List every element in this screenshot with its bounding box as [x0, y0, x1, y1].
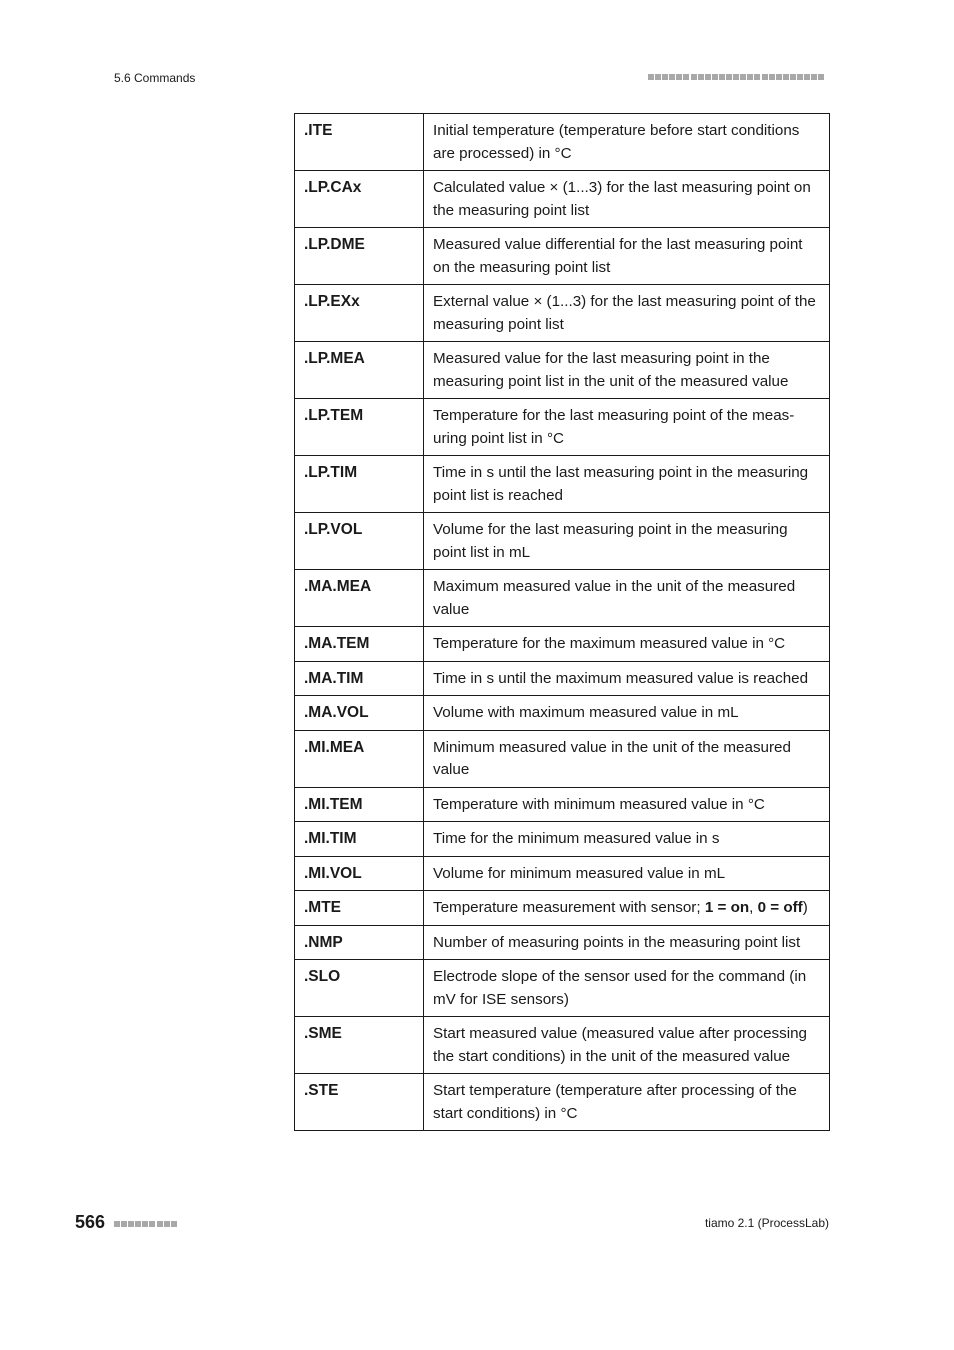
table-row	[295, 114, 830, 171]
decor-square	[698, 74, 704, 80]
table-row	[295, 399, 830, 456]
description-part: 0 = off	[757, 899, 803, 916]
decor-square	[740, 74, 746, 80]
command-description: Minimum measured value in the unit of the measured value	[424, 730, 830, 787]
command-name: .MI.TIM	[295, 822, 424, 857]
decor-square	[726, 74, 732, 80]
command-name: .MTE	[295, 891, 424, 926]
command-name: .SME	[295, 1017, 424, 1074]
decor-square	[655, 74, 661, 80]
command-description: Electrode slope of the sensor used for the command (in mV for ISE sensors)	[424, 960, 830, 1017]
command-name: .LP.TEM	[295, 399, 424, 456]
decor-square	[121, 1221, 127, 1227]
command-description: Volume with maximum measured value in mL	[424, 696, 830, 731]
command-description: Maximum measured value in the unit of the measured value	[424, 570, 830, 627]
decor-square	[676, 74, 682, 80]
decor-square	[114, 1221, 120, 1227]
decor-square	[157, 1221, 163, 1227]
decor-square	[712, 74, 718, 80]
decor-square	[648, 74, 654, 80]
decor-square	[804, 74, 810, 80]
table-row	[295, 891, 830, 926]
table-row	[295, 696, 830, 731]
header-decoration	[648, 72, 824, 83]
decor-square	[747, 74, 753, 80]
description-part: 1 = on	[704, 899, 750, 916]
table-row	[295, 285, 830, 342]
command-name: .LP.MEA	[295, 342, 424, 399]
decor-square	[142, 1221, 148, 1227]
decor-square	[691, 74, 697, 80]
table-row	[295, 171, 830, 228]
decor-square	[790, 74, 796, 80]
decor-square	[683, 74, 689, 80]
decor-square	[149, 1221, 155, 1227]
decor-square	[818, 74, 824, 80]
table-row	[295, 925, 830, 960]
decor-square	[733, 74, 739, 80]
command-description: Calculated value × (1...3) for the last measuring point on the measuring point list	[424, 171, 830, 228]
decor-square	[776, 74, 782, 80]
description-part: )	[802, 899, 808, 916]
command-description: Measured value differential for the last measuring point on the measuring point list	[424, 228, 830, 285]
command-name: .MA.TEM	[295, 627, 424, 662]
table-row	[295, 342, 830, 399]
table-row	[295, 787, 830, 822]
command-name: .NMP	[295, 925, 424, 960]
command-description: Volume for the last measuring point in the measuring point list in mL	[424, 513, 830, 570]
decor-square	[164, 1221, 170, 1227]
decor-square	[135, 1221, 141, 1227]
table-row	[295, 1074, 830, 1131]
command-description: Time in s until the last measuring point in the measuring point list is reached	[424, 456, 830, 513]
footer-decoration	[114, 1219, 177, 1227]
command-name: .LP.VOL	[295, 513, 424, 570]
table-row	[295, 456, 830, 513]
command-description	[424, 891, 830, 926]
decor-square	[762, 74, 768, 80]
command-name: .MI.VOL	[295, 856, 424, 891]
table-row	[295, 822, 830, 857]
command-name: .LP.CAx	[295, 171, 424, 228]
command-description: Volume for minimum measured value in mL	[424, 856, 830, 891]
table-row	[295, 228, 830, 285]
table-row	[295, 570, 830, 627]
decor-square	[797, 74, 803, 80]
decor-square	[769, 74, 775, 80]
product-name: tiamo 2.1 (ProcessLab)	[704, 1216, 829, 1230]
command-name: .MA.VOL	[295, 696, 424, 731]
decor-square	[171, 1221, 177, 1227]
description-part: ,	[749, 899, 758, 916]
command-name: .MA.MEA	[295, 570, 424, 627]
table-row	[295, 661, 830, 696]
command-description: Start measured value (measured value after processing the start conditions) in the unit of the measured value	[424, 1017, 830, 1074]
decor-square	[719, 74, 725, 80]
command-description: Temperature with minimum measured value in °C	[424, 787, 830, 822]
decor-square	[783, 74, 789, 80]
decor-square	[662, 74, 668, 80]
decor-square	[669, 74, 675, 80]
decor-square	[754, 74, 760, 80]
command-name: .STE	[295, 1074, 424, 1131]
command-description: Time for the minimum measured value in s	[424, 822, 830, 857]
description-part: Temperature measurement with sensor;	[433, 899, 705, 916]
command-name: .MI.MEA	[295, 730, 424, 787]
table-row	[295, 730, 830, 787]
command-description: Start temperature (temperature after processing of the start conditions) in °C	[424, 1074, 830, 1131]
table-row	[295, 856, 830, 891]
table-row	[295, 1017, 830, 1074]
command-name: .ITE	[295, 114, 424, 171]
command-description: Temperature for the maximum measured value in °C	[424, 627, 830, 662]
command-description: Measured value for the last measuring point in the measuring point list in the unit of the measured value	[424, 342, 830, 399]
section-title: 5.6 Commands	[114, 71, 196, 85]
command-name: .LP.DME	[295, 228, 424, 285]
command-description: External value × (1...3) for the last measuring point of the measuring point list	[424, 285, 830, 342]
command-name: .MA.TIM	[295, 661, 424, 696]
commands-table	[294, 113, 830, 1131]
table-row	[295, 960, 830, 1017]
command-description: Temperature for the last measuring point of the meas-uring point list in °C	[424, 399, 830, 456]
command-name: .LP.TIM	[295, 456, 424, 513]
decor-square	[705, 74, 711, 80]
decor-square	[811, 74, 817, 80]
page-number: 566	[75, 1212, 106, 1232]
command-description: Number of measuring points in the measuring point list	[424, 925, 830, 960]
command-name: .SLO	[295, 960, 424, 1017]
command-name: .LP.EXx	[295, 285, 424, 342]
table-row	[295, 513, 830, 570]
decor-square	[128, 1221, 134, 1227]
command-description: Time in s until the maximum measured value is reached	[424, 661, 830, 696]
table-row	[295, 627, 830, 662]
command-description: Initial temperature (temperature before start conditions are processed) in °C	[424, 114, 830, 171]
command-name: .MI.TEM	[295, 787, 424, 822]
